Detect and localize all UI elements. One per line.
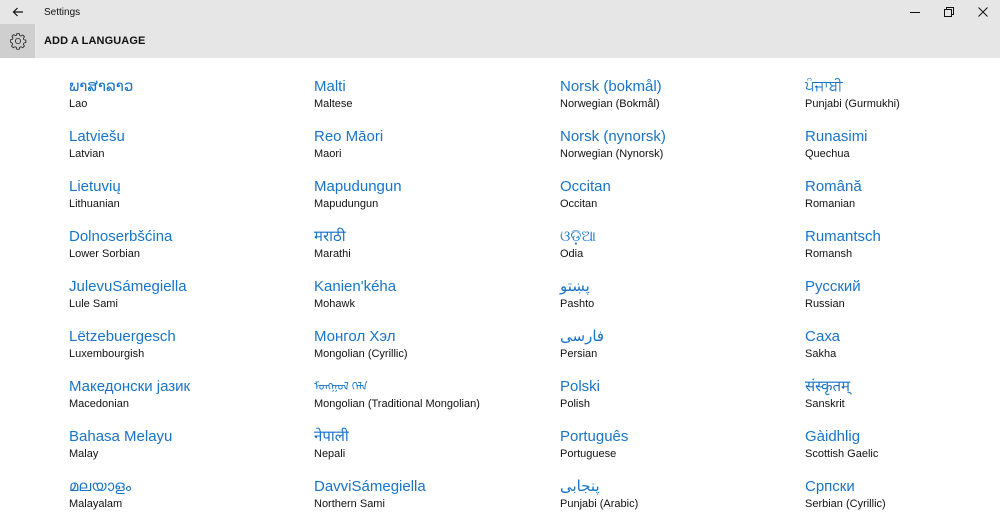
language-item[interactable]	[69, 228, 289, 261]
language-english-name: Persian	[560, 348, 598, 360]
language-item[interactable]	[805, 328, 1000, 361]
language-item[interactable]	[805, 228, 1000, 261]
language-english-name: Lithuanian	[69, 198, 120, 210]
language-native-name: DavviSámegiella	[314, 478, 426, 495]
language-item[interactable]	[560, 178, 780, 211]
language-english-name: Mongolian (Traditional Mongolian)	[314, 398, 480, 410]
language-native-name: Монгол Хэл	[314, 328, 396, 345]
language-item[interactable]	[69, 78, 289, 111]
language-english-name: Romanian	[805, 198, 856, 210]
minimize-icon	[910, 7, 920, 17]
language-english-name: Portuguese	[560, 448, 617, 460]
gear-icon	[9, 32, 27, 50]
language-english-name: Mohawk	[314, 298, 355, 310]
language-native-name: ᠮᠣᠩᠭᠣᠯ ᠬᠡᠯᠡ	[314, 381, 368, 393]
language-item[interactable]	[560, 428, 780, 461]
language-native-name: پښتو	[560, 278, 590, 295]
language-item[interactable]	[805, 378, 1000, 411]
language-english-name: Polish	[560, 398, 590, 410]
language-english-name: Romansh	[805, 248, 853, 260]
language-native-name: മലയാളം	[69, 478, 132, 495]
language-english-name: Odia	[560, 248, 584, 260]
close-button[interactable]	[966, 0, 1000, 24]
language-english-name: Mongolian (Cyrillic)	[314, 348, 408, 360]
language-english-name: Punjabi (Arabic)	[560, 498, 639, 510]
window-controls	[898, 0, 1000, 24]
language-grid	[0, 58, 1000, 525]
language-item[interactable]	[560, 328, 780, 361]
language-item[interactable]	[560, 478, 780, 511]
language-native-name: Саха	[805, 328, 841, 345]
language-item[interactable]	[560, 278, 780, 311]
language-native-name: Gàidhlig	[805, 428, 861, 445]
language-item[interactable]	[69, 328, 289, 361]
language-item[interactable]	[314, 378, 534, 411]
language-item[interactable]	[314, 178, 534, 211]
language-item[interactable]	[805, 78, 1000, 111]
language-native-name: Lietuvių	[69, 178, 121, 195]
language-native-name: Norsk (bokmål)	[560, 78, 662, 95]
language-english-name: Lule Sami	[69, 298, 118, 310]
language-item[interactable]	[69, 178, 289, 211]
language-item[interactable]	[805, 278, 1000, 311]
language-english-name: Russian	[805, 298, 845, 310]
language-native-name: Português	[560, 428, 629, 445]
language-item[interactable]	[69, 128, 289, 161]
language-item[interactable]	[805, 128, 1000, 161]
language-english-name: Macedonian	[69, 398, 129, 410]
close-icon	[978, 7, 988, 17]
language-item[interactable]	[560, 128, 780, 161]
language-english-name: Sakha	[805, 348, 837, 360]
language-english-name: Nepali	[314, 448, 346, 460]
language-native-name: Dolnoserbšćina	[69, 228, 173, 245]
language-native-name: Norsk (nynorsk)	[560, 128, 666, 145]
language-native-name: Македонски јазик	[69, 378, 191, 395]
language-item[interactable]	[69, 378, 289, 411]
language-english-name: Sanskrit	[805, 398, 845, 410]
language-item[interactable]	[314, 428, 534, 461]
language-native-name: Runasimi	[805, 128, 868, 145]
language-english-name: Norwegian (Bokmål)	[560, 98, 660, 110]
language-item[interactable]	[560, 228, 780, 261]
language-native-name: Reo Māori	[314, 128, 384, 145]
language-native-name: Kanien'kéha	[314, 278, 397, 295]
language-item[interactable]	[314, 328, 534, 361]
language-native-name: ພາສາລາວ	[69, 78, 134, 95]
window-title: Settings	[44, 6, 81, 18]
language-item[interactable]	[69, 478, 289, 511]
language-native-name: Rumantsch	[805, 228, 881, 245]
language-native-name: Latviešu	[69, 128, 125, 145]
language-english-name: Malayalam	[69, 498, 123, 510]
language-native-name: Русский	[805, 278, 861, 295]
title-bar	[0, 0, 1000, 24]
language-english-name: Marathi	[314, 248, 351, 260]
language-english-name: Luxembourgish	[69, 348, 145, 360]
language-native-name: Polski	[560, 378, 601, 395]
language-english-name: Lower Sorbian	[69, 248, 140, 260]
language-english-name: Lao	[69, 98, 88, 110]
settings-home-button[interactable]	[0, 24, 35, 58]
language-native-name: JulevuSámegiella	[69, 278, 187, 295]
restore-button[interactable]	[932, 0, 966, 24]
language-native-name: ଓଡ଼ିଆ	[560, 228, 596, 245]
language-item[interactable]	[69, 278, 289, 311]
language-english-name: Quechua	[805, 148, 850, 160]
language-english-name: Occitan	[560, 198, 598, 210]
language-english-name: Pashto	[560, 298, 595, 310]
language-native-name: नेपाली	[314, 428, 349, 445]
language-item[interactable]	[805, 478, 1000, 511]
language-item[interactable]	[560, 378, 780, 411]
minimize-button[interactable]	[898, 0, 932, 24]
language-native-name: فارسی	[560, 328, 605, 345]
language-native-name: Mapudungun	[314, 178, 402, 195]
back-button[interactable]	[0, 0, 36, 24]
language-native-name: پنجابی	[560, 478, 600, 495]
language-native-name: Română	[805, 178, 862, 195]
language-english-name: Scottish Gaelic	[805, 448, 879, 460]
language-item[interactable]	[805, 428, 1000, 461]
language-english-name: Maltese	[314, 98, 353, 110]
back-arrow-icon	[12, 7, 24, 17]
page-title: ADD A LANGUAGE	[44, 35, 146, 47]
language-english-name: Northern Sami	[314, 498, 385, 510]
restore-icon	[944, 7, 954, 17]
language-native-name: मराठी	[314, 228, 346, 245]
language-native-name: ਪੰਜਾਬੀ	[805, 78, 843, 95]
language-english-name: Punjabi (Gurmukhi)	[805, 98, 900, 110]
language-item[interactable]	[314, 478, 534, 511]
language-english-name: Norwegian (Nynorsk)	[560, 148, 664, 160]
language-english-name: Maori	[314, 148, 342, 160]
language-item[interactable]	[805, 178, 1000, 211]
page-header	[0, 24, 1000, 58]
language-item[interactable]	[314, 128, 534, 161]
language-native-name: Српски	[805, 478, 855, 495]
language-native-name: Bahasa Melayu	[69, 428, 173, 445]
language-native-name: Lëtzebuergesch	[69, 328, 176, 345]
language-english-name: Serbian (Cyrillic)	[805, 498, 886, 510]
language-item[interactable]	[314, 78, 534, 111]
language-english-name: Mapudungun	[314, 198, 379, 210]
language-english-name: Malay	[69, 448, 99, 460]
language-native-name: Occitan	[560, 178, 611, 195]
language-item[interactable]	[560, 78, 780, 111]
language-item[interactable]	[69, 428, 289, 461]
language-english-name: Latvian	[69, 148, 105, 160]
language-item[interactable]	[314, 228, 534, 261]
language-item[interactable]	[314, 278, 534, 311]
language-native-name: संस्कृतम्	[805, 378, 851, 395]
language-native-name: Malti	[314, 78, 346, 95]
